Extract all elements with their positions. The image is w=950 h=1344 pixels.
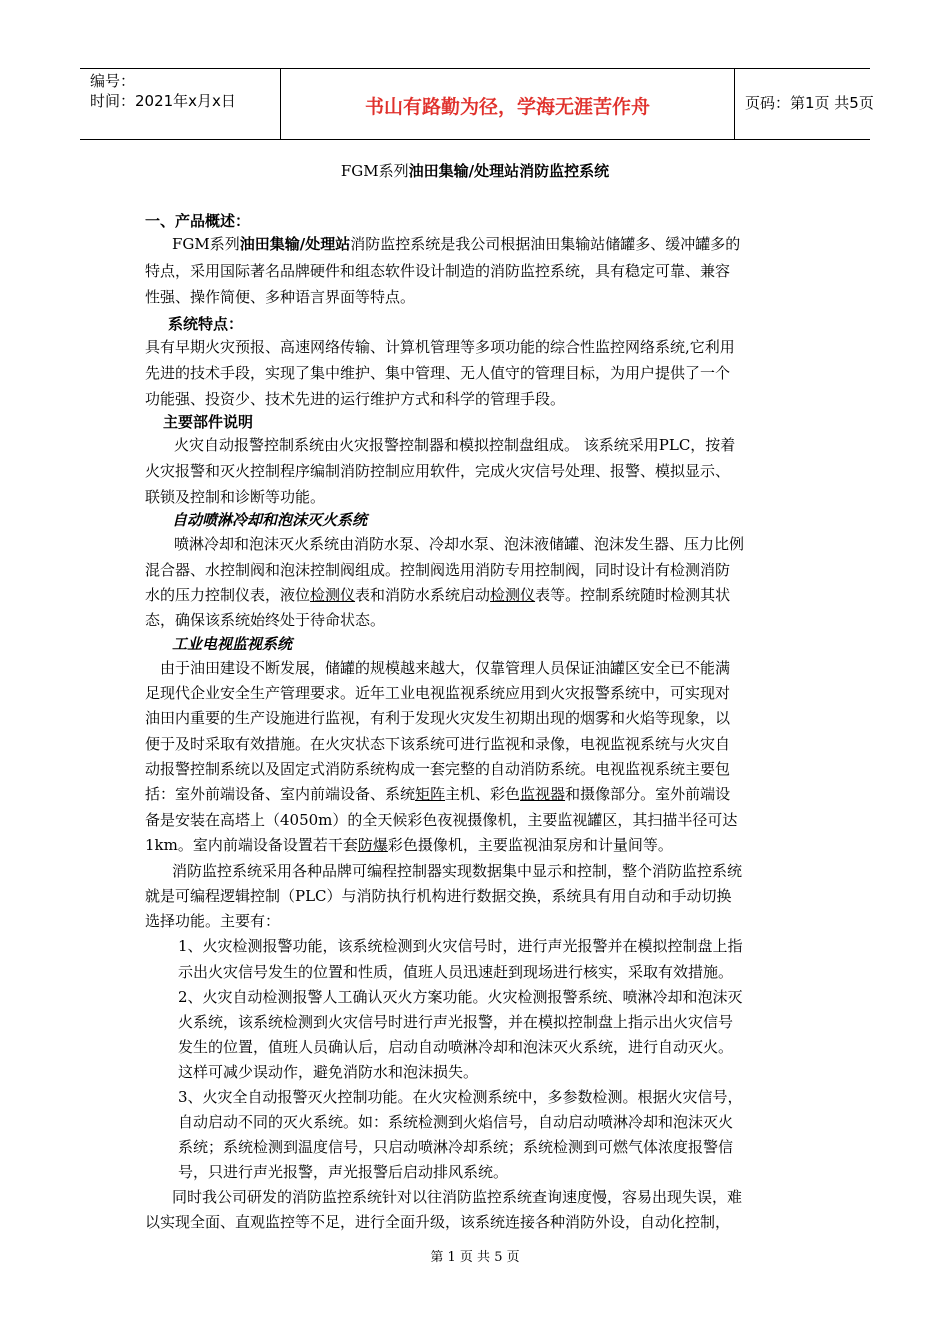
- list-item-line: 1、火灾检测报警功能，该系统检测到火灾信号时，进行声光报警并在模拟控制盘上指: [178, 937, 743, 955]
- underlined-term: 矩阵: [415, 785, 446, 803]
- list-item-line: 3、火灾全自动报警灭火控制功能。在火灾检测系统中，多参数检测。根据火灾信号，: [178, 1088, 743, 1106]
- paragraph-line: 动报警控制系统以及固定式消防系统构成一套完整的自动消防系统。电视监视系统主要包: [145, 760, 731, 778]
- section-heading-cctv: 工业电视监视系统: [172, 635, 293, 653]
- paragraph-line: 油田内重要的生产设施进行监视，有利于发现火灾发生初期出现的烟雾和火焰等现象，以: [145, 709, 731, 727]
- paragraph-line: [145, 783, 730, 806]
- underlined-term: 检测仪: [490, 586, 536, 604]
- paragraph-line: 态，确保该系统始终处于待命状态。: [145, 611, 386, 629]
- text-run: FGM系列: [172, 235, 240, 253]
- underlined-term: 检测仪: [310, 586, 356, 604]
- text-run: 消防监控系统是我公司根据油田集输站储罐多、缓冲罐多的: [350, 235, 741, 253]
- paragraph-line: 由于油田建设不断发展，储罐的规模越来越大，仅靠管理人员保证油罐区安全已不能满: [160, 659, 731, 677]
- section-heading-overview: 一、产品概述：: [145, 212, 251, 230]
- text-run: 水的压力控制仪表，液位: [145, 586, 311, 604]
- text-run: 表和消防水系统启动: [355, 586, 491, 604]
- text-run: 主机、彩色: [445, 785, 521, 803]
- document-number-label: 编号：: [90, 72, 136, 90]
- paragraph-line: 同时我公司研发的消防监控系统针对以往消防监控系统查询速度慢，容易出现失误，难: [172, 1188, 743, 1206]
- paragraph-line: 就是可编程逻辑控制（PLC）与消防执行机构进行数据交换，系统具有用自动和手动切换: [145, 887, 732, 905]
- title-main: 油田集输/处理站消防监控系统: [408, 162, 610, 180]
- paragraph-line: 足现代企业安全生产管理要求。近年工业电视监视系统应用到火灾报警系统中，可实现对: [145, 684, 731, 702]
- header-left-cell: [80, 69, 280, 139]
- document-date: 时间：2021年x月x日: [90, 92, 236, 110]
- paragraph-line: 便于及时采取有效措施。在火灾状态下该系统可进行监视和录像，电视监视系统与火灾自: [145, 735, 731, 753]
- paragraph-line: 喷淋冷却和泡沫灭火系统由消防水泵、冷却水泵、泡沫液储罐、泡沫发生器、压力比例: [174, 535, 745, 553]
- list-item-line: 号，只进行声光报警，声光报警后启动排风系统。: [178, 1163, 509, 1181]
- paragraph-line: 以实现全面、直观监控等不足，进行全面升级，该系统连接各种消防外设，自动化控制，: [145, 1213, 731, 1231]
- section-heading-components: 主要部件说明: [163, 413, 254, 431]
- paragraph-line: 备是安装在高塔上（4050m）的全天候彩色夜视摄像机，主要监视罐区，其扫描半径可达: [145, 811, 738, 829]
- header-motto: 书山有路勤为径，学海无涯苦作舟: [364, 96, 650, 118]
- paragraph-line: [145, 584, 730, 607]
- text-run-bold: 油田集输/处理站: [239, 235, 351, 253]
- paragraph-line: 性强、操作简便、多种语言界面等特点。: [145, 288, 416, 306]
- text-run: 彩色摄像机，主要监视油泵房和计量间等。: [387, 836, 673, 854]
- list-item-line: 这样可减少误动作，避免消防水和泡沫损失。: [178, 1063, 479, 1081]
- paragraph-line: 火灾报警和灭火控制程序编制消防控制应用软件，完成火灾信号处理、报警、模拟显示、: [145, 462, 731, 480]
- list-item-line: 2、火灾自动检测报警人工确认灭火方案功能。火灾检测报警系统、喷淋冷却和泡沫灭: [178, 988, 743, 1006]
- section-heading-sprinkler: 自动喷淋冷却和泡沫灭火系统: [172, 511, 368, 529]
- header-page-number: 页码：第1页 共5页: [745, 94, 874, 112]
- paragraph-line: 联锁及控制和诊断等功能。: [145, 488, 326, 506]
- paragraph-line: 选择功能。主要有：: [145, 912, 281, 930]
- header-page-cell: [735, 69, 874, 139]
- paragraph-line: 消防监控系统采用各种品牌可编程控制器实现数据集中显示和控制，整个消防监控系统: [172, 862, 743, 880]
- paragraph-line: 先进的技术手段，实现了集中维护、集中管理、无人值守的管理目标，为用户提供了一个: [145, 364, 731, 382]
- paragraph-line: 具有早期火灾预报、高速网络传输、计算机管理等多项功能的综合性监控网络系统,它利用: [145, 338, 735, 356]
- paragraph-line: 特点，采用国际著名品牌硬件和组态软件设计制造的消防监控系统，具有稳定可靠、兼容: [145, 262, 731, 280]
- paragraph-line: 功能强、投资少、技术先进的运行维护方式和科学的管理手段。: [145, 390, 566, 408]
- header-motto-cell: [280, 69, 735, 139]
- page-header: [80, 68, 874, 140]
- paragraph-line: 火灾自动报警控制系统由火灾报警控制器和模拟控制盘组成。 该系统采用PLC，按着: [174, 436, 736, 454]
- page-footer: 第 1 页 共 5 页: [430, 1250, 520, 1265]
- text-run: 表等。控制系统随时检测其状: [535, 586, 731, 604]
- document-title: [0, 161, 950, 181]
- list-item-line: 示出火灾信号发生的位置和性质，值班人员迅速赶到现场进行核实，采取有效措施。: [178, 963, 734, 981]
- paragraph-line: [145, 834, 673, 857]
- title-prefix: FGM系列: [340, 162, 409, 180]
- text-run: 和摄像部分。室外前端设: [565, 785, 731, 803]
- underlined-term: 监视器: [520, 785, 566, 803]
- section-heading-features: 系统特点：: [168, 315, 244, 333]
- list-item-line: 自动启动不同的灭火系统。如：系统检测到火焰信号，自动启动喷淋冷却和泡沫灭火: [178, 1113, 734, 1131]
- text-run: 括：室外前端设备、室内前端设备、系统: [145, 785, 416, 803]
- paragraph-line: [172, 233, 740, 256]
- list-item-line: 火系统，该系统检测到火灾信号时进行声光报警，并在模拟控制盘上指示出火灾信号: [178, 1013, 734, 1031]
- list-item-line: 系统；系统检测到温度信号，只启动喷淋冷却系统；系统检测到可燃气体浓度报警信: [178, 1138, 734, 1156]
- list-item-line: 发生的位置，值班人员确认后，启动自动喷淋冷却和泡沫灭火系统，进行自动灭火。: [178, 1038, 734, 1056]
- paragraph-line: 混合器、水控制阀和泡沫控制阀组成。控制阀选用消防专用控制阀，同时设计有检测消防: [145, 561, 731, 579]
- underlined-term: 防爆: [357, 836, 388, 854]
- text-run: 1km。室内前端设备设置若干套: [145, 836, 358, 854]
